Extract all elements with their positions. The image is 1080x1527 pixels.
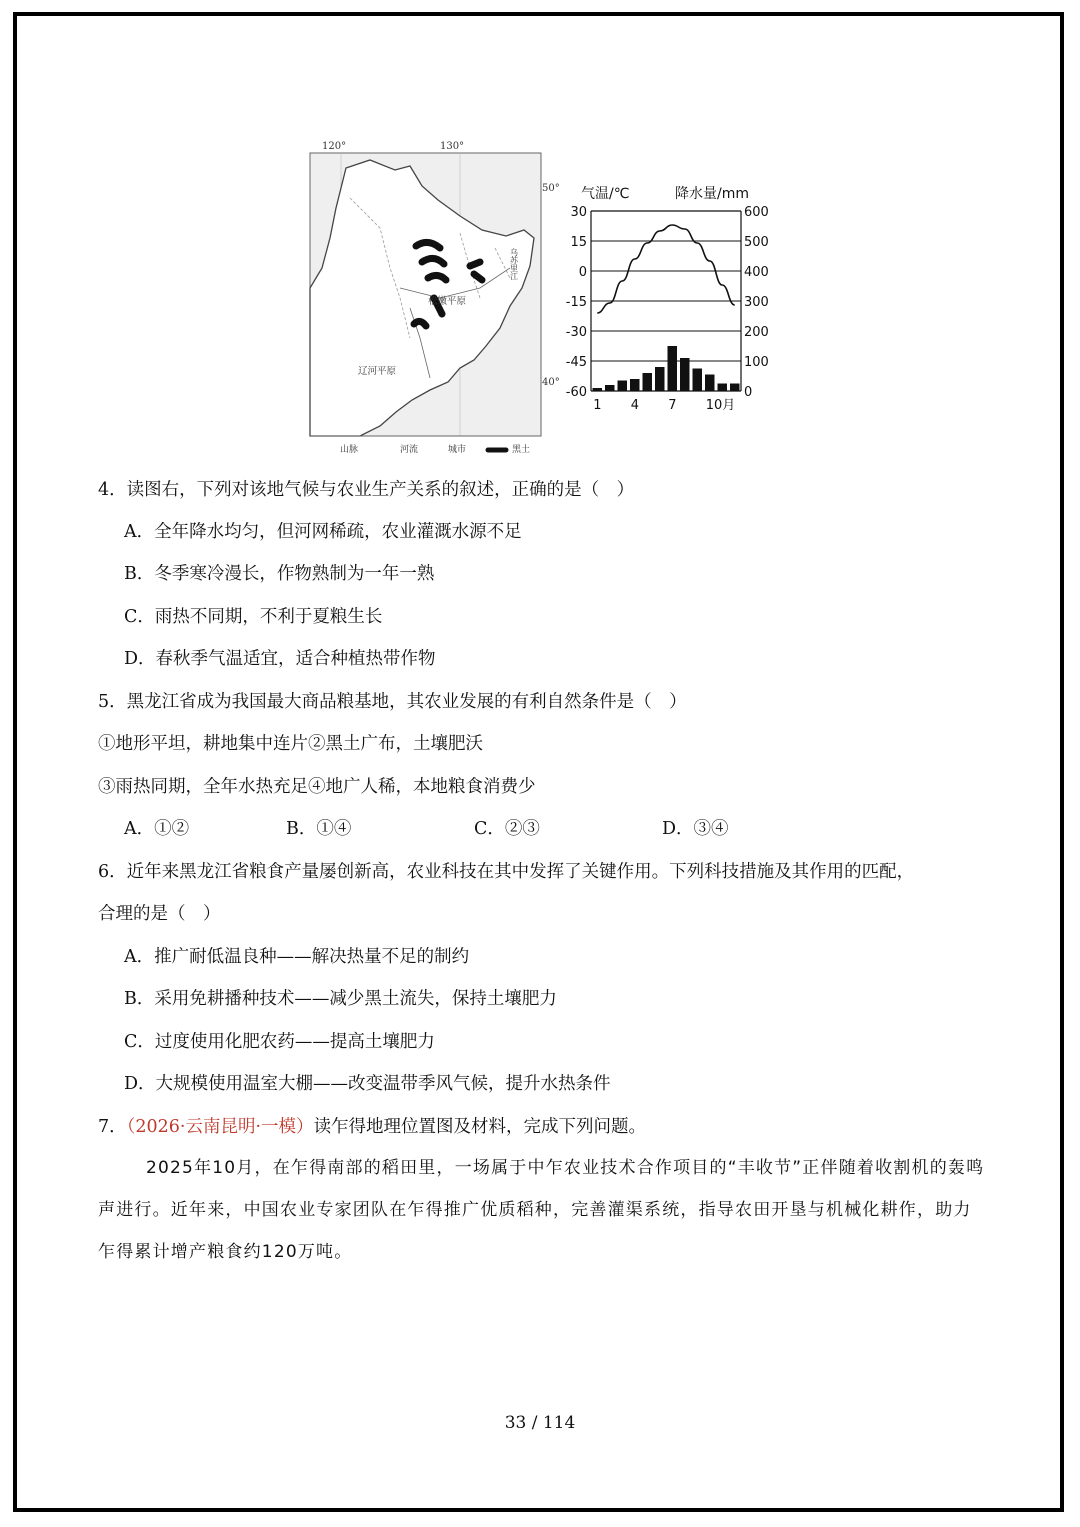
- q5-option-d[interactable]: D．③④: [662, 819, 729, 839]
- precip-bar-7: [668, 346, 678, 391]
- q4-option-d[interactable]: D．春秋季气温适宜，适合种植热带作物: [124, 649, 436, 669]
- q5-option-b[interactable]: B．①④: [286, 819, 352, 839]
- q5-option-a[interactable]: A．①②: [124, 819, 190, 839]
- precip-bar-3: [618, 381, 628, 392]
- temp-tick-label: -60: [565, 385, 587, 400]
- q7-material: 2025年10月，在乍得南部的稻田里，一场属于中乍农业技术合作项目的“丰收节”正伴随着收割机的轰鸣声进行。近年来，中国农业专家团队在乍得推广优质稻种，完善灌渠系统，指导农田开垦与机械化耕作，助力乍得累计增产粮食约120万吨。: [98, 1158, 985, 1262]
- precip-bar-8: [680, 358, 690, 391]
- temp-tick-label: -30: [565, 325, 587, 340]
- precip-tick-label: 400: [744, 265, 769, 280]
- precip-tick-label: 0: [744, 385, 753, 400]
- lon-label-130: 130°: [440, 141, 465, 152]
- q6-stem-line2: 合理的是（ ）: [98, 904, 221, 924]
- precip-tick-label: 100: [744, 355, 769, 370]
- temp-tick-label: 15: [570, 235, 587, 250]
- q7-stem-text: 读乍得地理位置图及材料，完成下列问题。: [313, 1117, 647, 1137]
- q6-stem-line1: 6．近年来黑龙江省粮食产量屡创新高，农业科技在其中发挥了关键作用。下列科技措施及其作用的匹配，: [98, 862, 915, 882]
- plain-label-liaohe: 辽河平原: [358, 366, 397, 377]
- temp-axis-title: 气温/℃: [581, 186, 630, 202]
- lat-label-50: 50°: [542, 183, 560, 194]
- q6-option-d[interactable]: D．大规模使用温室大棚——改变温带季风气候，提升水热条件: [124, 1074, 611, 1094]
- precip-bar-1: [593, 388, 603, 391]
- legend-river: 河流: [400, 445, 419, 455]
- q6-option-c[interactable]: C．过度使用化肥农药——提高土壤肥力: [124, 1032, 435, 1052]
- temp-tick-label: -45: [565, 355, 587, 370]
- precip-bar-10: [705, 375, 715, 392]
- page-number: 33 / 114: [504, 1413, 576, 1433]
- river-label-wusuli: 乌苏里江: [509, 248, 519, 280]
- q5-option-c[interactable]: C．②③: [474, 819, 540, 839]
- q4-option-a[interactable]: A．全年降水均匀，但河网稀疏，农业灌溉水源不足: [124, 522, 522, 542]
- q5-statements-2: ③雨热同期，全年水热充足④地广人稀，本地粮食消费少: [98, 777, 536, 797]
- q7-stem: [98, 1115, 646, 1139]
- month-tick-label: 7: [668, 398, 677, 413]
- precip-tick-label: 200: [744, 325, 769, 340]
- legend-city: 城市: [448, 445, 467, 455]
- q7-source: （2026·云南昆明·一模）: [126, 1117, 314, 1137]
- q6-option-a[interactable]: A．推广耐低温良种——解决热量不足的制约: [124, 947, 470, 967]
- legend-black-soil: 黑土: [512, 445, 531, 455]
- q4-stem: 4．读图右，下列对该地气候与农业生产关系的叙述，正确的是（ ）: [98, 480, 635, 500]
- precip-tick-label: 500: [744, 235, 769, 250]
- precip-bar-6: [655, 367, 665, 391]
- temperature-line: [597, 225, 735, 313]
- precip-tick-label: 600: [744, 205, 769, 220]
- q5-stem: 5．黑龙江省成为我国最大商品粮基地，其农业发展的有利自然条件是（ ）: [98, 692, 687, 712]
- precip-axis-title: 降水量/mm: [675, 186, 749, 202]
- temp-tick-label: -15: [565, 295, 587, 310]
- month-tick-label: 4: [630, 398, 640, 413]
- lon-label-120: 120°: [322, 141, 347, 152]
- temp-tick-label: 30: [570, 205, 587, 220]
- climate-chart: [555, 180, 785, 416]
- month-tick-label: 10月: [705, 398, 736, 413]
- precip-tick-label: 300: [744, 295, 769, 310]
- plain-label-songnen: 松嫩平原: [428, 296, 467, 307]
- legend-mountain: 山脉: [340, 445, 359, 455]
- precip-bar-2: [605, 385, 615, 391]
- temp-tick-label: 0: [578, 265, 587, 280]
- northeast-china-map: [310, 138, 560, 456]
- precip-bar-11: [718, 384, 728, 392]
- precip-bar-5: [643, 373, 653, 391]
- precip-bar-9: [693, 369, 703, 392]
- q7-number: 7．: [98, 1117, 127, 1137]
- q5-statements-1: ①地形平坦，耕地集中连片②黑土广布，土壤肥沃: [98, 734, 483, 754]
- precip-bar-12: [730, 384, 740, 392]
- q6-option-b[interactable]: B．采用免耕播种技术——减少黑土流失，保持土壤肥力: [124, 989, 557, 1009]
- month-tick-label: 1: [593, 398, 602, 413]
- lat-label-40: 40°: [542, 377, 560, 388]
- precip-bar-4: [630, 379, 640, 391]
- q4-option-b[interactable]: B．冬季寒冷漫长，作物熟制为一年一熟: [124, 564, 435, 584]
- q4-option-c[interactable]: C．雨热不同期，不利于夏粮生长: [124, 607, 383, 627]
